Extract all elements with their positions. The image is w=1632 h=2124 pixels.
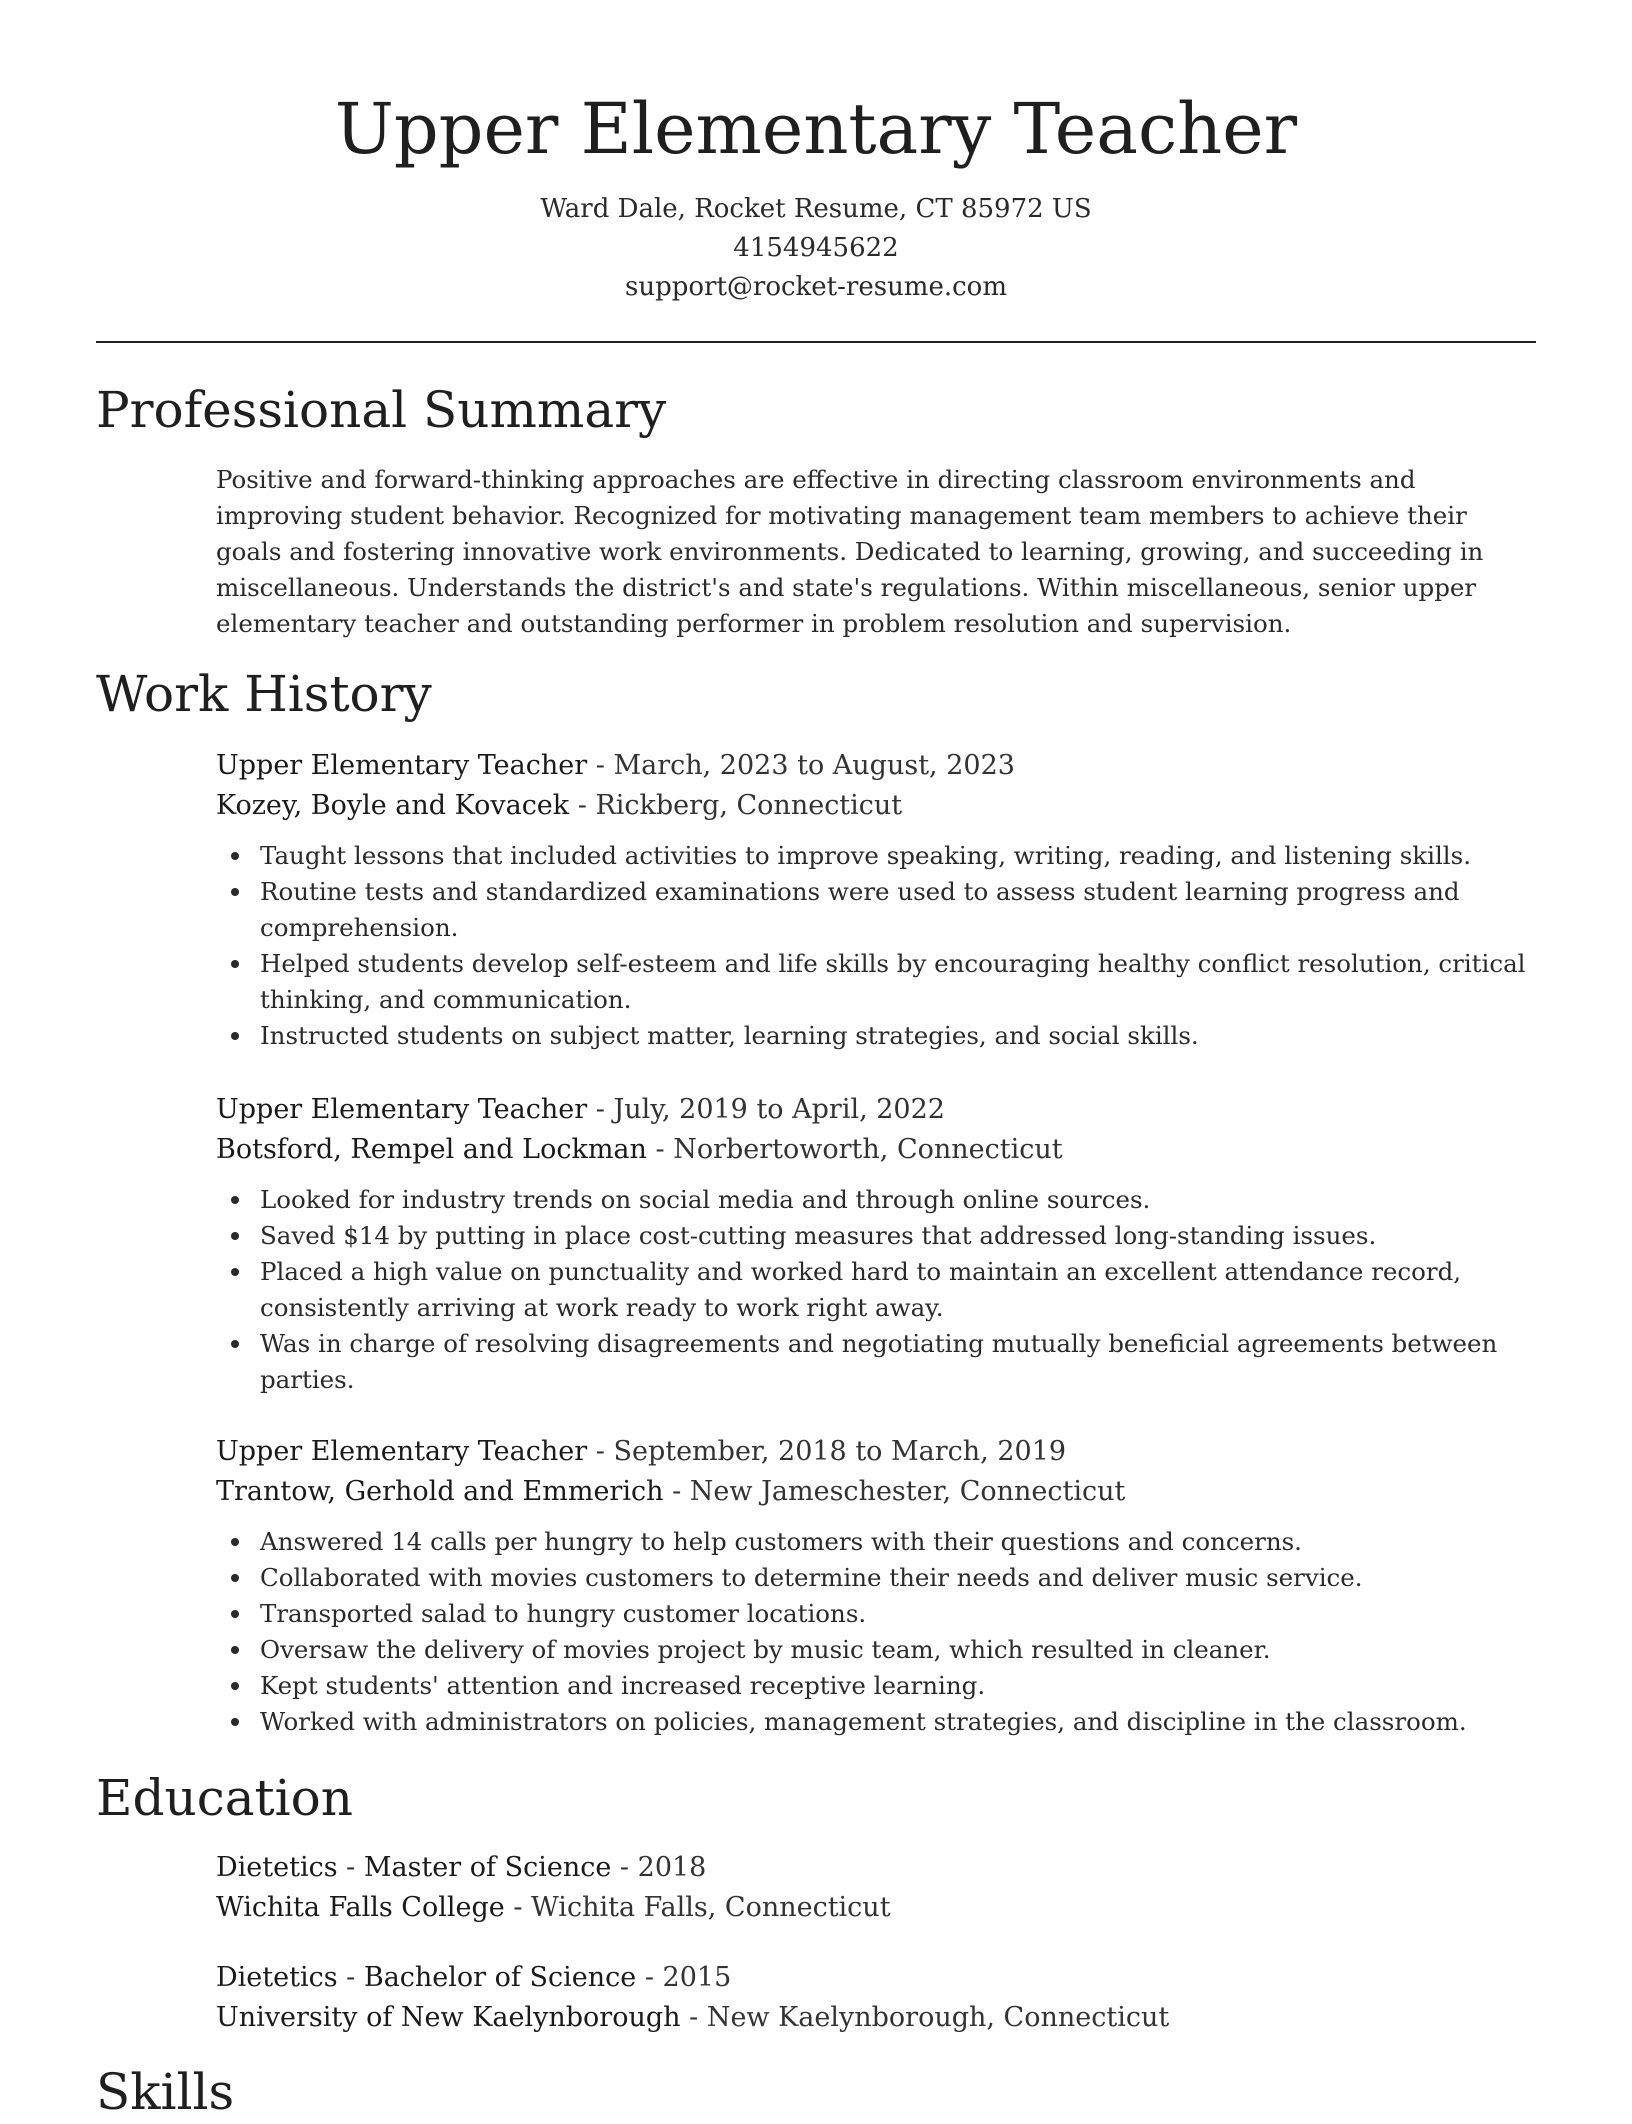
list-item: Transported salad to hungry customer locations. <box>260 1596 1536 1632</box>
section-title-summary: Professional Summary <box>96 381 667 439</box>
list-item: Was in charge of resolving disagreements and negotiating mutually beneficial agreements between parties. <box>260 1326 1536 1398</box>
contact-email: support@rocket-resume.com <box>624 272 1007 302</box>
education-year: 2015 <box>662 1962 732 1993</box>
job-company: Trantow, Gerhold and Emmerich <box>216 1476 664 1507</box>
job-dates: July, 2019 to April, 2022 <box>613 1094 945 1125</box>
list-item: Routine tests and standardized examinations were used to assess student learning progress and comprehension. <box>260 874 1536 946</box>
list-item: Oversaw the delivery of movies project by music team, which resulted in cleaner. <box>260 1632 1536 1668</box>
list-item: Instructed students on subject matter, learning strategies, and social skills. <box>260 1018 1536 1054</box>
education-field: Dietetics <box>216 1852 338 1883</box>
section-title-skills: Skills <box>96 2063 235 2121</box>
job-role: Upper Elementary Teacher <box>216 1436 588 1467</box>
job-title-line: Upper Elementary Teacher - July, 2019 to April, 2022 <box>216 1094 945 1125</box>
education-field: Dietetics <box>216 1962 338 1993</box>
education-entry <box>216 1958 1536 2038</box>
list-item: Taught lessons that included activities to improve speaking, writing, reading, and listening skills. <box>260 838 1536 874</box>
education-degree-line: Dietetics - Bachelor of Science - 2015 <box>216 1962 732 1993</box>
summary-text: Positive and forward-thinking approaches are effective in directing classroom environments and improving student behavior. Recognized for motivating management team members to achieve their goals and fostering innovative work environments. Dedicated to learning, growing, and succeeding in miscellaneous. Understands the district's and state's regulations. Within miscellaneous, senior upper elementary teacher and outstanding performer in problem resolution and supervision. <box>216 465 1484 638</box>
section-title-education: Education <box>96 1769 353 1827</box>
list-item: Kept students' attention and increased receptive learning. <box>260 1668 1536 1704</box>
job-location: Rickberg, Connecticut <box>595 790 903 821</box>
job-dates: September, 2018 to March, 2019 <box>613 1436 1067 1467</box>
resume-name: Upper Elementary Teacher <box>334 88 1298 170</box>
education-school-line: University of New Kaelynborough - New Kaelynborough, Connecticut <box>216 2002 1170 2033</box>
contact-address: Ward Dale, Rocket Resume, CT 85972 US <box>540 194 1092 224</box>
job-company: Kozey, Boyle and Kovacek <box>216 790 570 821</box>
education-degree-line: Dietetics - Master of Science - 2018 <box>216 1852 707 1883</box>
job-company-line: Trantow, Gerhold and Emmerich - New Jameschester, Connecticut <box>216 1476 1126 1507</box>
job-entry <box>216 1090 1536 1398</box>
job-bullets <box>216 838 1536 1054</box>
job-bullets <box>216 1182 1536 1398</box>
education-year: 2018 <box>637 1852 707 1883</box>
list-item: Placed a high value on punctuality and worked hard to maintain an excellent attendance record, consistently arriving at work ready to work right away. <box>260 1254 1536 1326</box>
education-degree: Bachelor of Science <box>363 1962 637 1993</box>
job-role: Upper Elementary Teacher <box>216 750 588 781</box>
job-entry <box>216 746 1536 1054</box>
list-item: Answered 14 calls per hungry to help customers with their questions and concerns. <box>260 1524 1536 1560</box>
list-item: Looked for industry trends on social media and through online sources. <box>260 1182 1536 1218</box>
job-role: Upper Elementary Teacher <box>216 1094 588 1125</box>
list-item: Helped students develop self-esteem and life skills by encouraging healthy conflict resolution, critical thinking, and communication. <box>260 946 1536 1018</box>
education-entry <box>216 1848 1536 1928</box>
job-location: Norbertoworth, Connecticut <box>673 1134 1063 1165</box>
job-title-line: Upper Elementary Teacher - March, 2023 to August, 2023 <box>216 750 1015 781</box>
contact-phone: 4154945622 <box>733 233 899 263</box>
header-divider <box>96 341 1536 343</box>
education-school-line: Wichita Falls College - Wichita Falls, Connecticut <box>216 1892 891 1923</box>
job-bullets <box>216 1524 1536 1740</box>
job-company-line: Botsford, Rempel and Lockman - Norbertoworth, Connecticut <box>216 1134 1063 1165</box>
education-degree: Master of Science <box>363 1852 612 1883</box>
job-company-line: Kozey, Boyle and Kovacek - Rickberg, Connecticut <box>216 790 903 821</box>
list-item: Worked with administrators on policies, management strategies, and discipline in the classroom. <box>260 1704 1536 1740</box>
job-location: New Jameschester, Connecticut <box>689 1476 1126 1507</box>
job-title-line: Upper Elementary Teacher - September, 2018 to March, 2019 <box>216 1436 1067 1467</box>
list-item: Saved $14 by putting in place cost-cutting measures that addressed long-standing issues. <box>260 1218 1536 1254</box>
education-location: Wichita Falls, Connecticut <box>531 1892 891 1923</box>
resume-header <box>0 82 1632 307</box>
education-location: New Kaelynborough, Connecticut <box>706 2002 1170 2033</box>
list-item: Collaborated with movies customers to determine their needs and deliver music service. <box>260 1560 1536 1596</box>
job-company: Botsford, Rempel and Lockman <box>216 1134 647 1165</box>
job-dates: March, 2023 to August, 2023 <box>613 750 1015 781</box>
contact-info <box>0 190 1632 307</box>
education-school: Wichita Falls College <box>216 1892 505 1923</box>
section-title-work-history: Work History <box>96 665 432 723</box>
job-entry <box>216 1432 1536 1740</box>
education-school: University of New Kaelynborough <box>216 2002 681 2033</box>
